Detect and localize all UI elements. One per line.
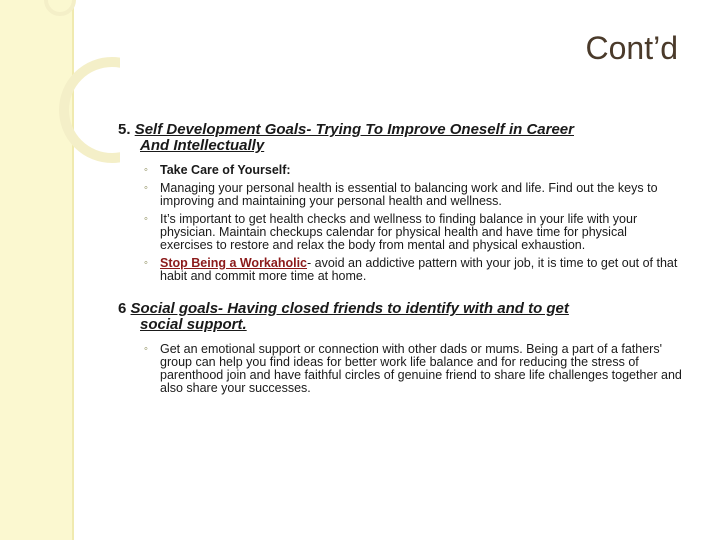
bullet-text: Get an emotional support or connection with other dads or mums. Being a part of a fathers' group can help you find ideas for better work life balance and for reducing the stress of parenthood join and have faithful circles of genuine friend to share life challenges together and also share your successes.	[160, 342, 682, 395]
bullet-text: - avoid an addictive pattern with your job, it is time to get out of that habit and commit more time at home.	[160, 256, 678, 283]
list-item	[144, 213, 683, 252]
bullet-icon: ◦	[144, 164, 148, 176]
slide-title: Cont’d	[585, 30, 678, 66]
bullet-text: Managing your personal health is essential to balancing work and life. Find out the keys to improving and maintaining your personal health and wellness.	[160, 181, 658, 208]
decorative-rings	[0, 0, 120, 180]
section-6-bullets	[118, 343, 683, 395]
list-item	[144, 343, 683, 395]
section-heading-5	[118, 122, 683, 154]
bullet-icon: ◦	[144, 213, 148, 225]
bullet-icon: ◦	[144, 257, 148, 269]
large-ring	[64, 62, 120, 158]
list-item	[144, 257, 683, 283]
section-heading-line1: Self Development Goals- Trying To Improve Oneself in Career	[134, 121, 574, 138]
section-heading-line2: social support.	[140, 316, 247, 333]
bullet-icon: ◦	[144, 343, 148, 355]
section-heading-6	[118, 301, 683, 333]
workaholic-link[interactable]: Stop Being a Workaholic	[160, 256, 308, 270]
section-heading-line2: And Intellectually	[140, 137, 265, 154]
section-number: 6	[118, 300, 127, 317]
section-number: 5.	[118, 121, 131, 138]
section-5-bullets	[118, 164, 683, 283]
bullet-text: Take Care of Yourself:	[160, 163, 291, 177]
list-item	[144, 182, 683, 208]
section-heading-line1: Social goals- Having closed friends to identify with and to get	[130, 300, 569, 317]
slide-content	[118, 122, 683, 400]
list-item	[144, 164, 683, 177]
bullet-text: It’s important to get health checks and wellness to finding balance in your life with your physician. Maintain checkups calendar for physical health and have time for physical exercises to restore and relax the body from mental and physical exhaustion.	[160, 212, 638, 252]
bullet-icon: ◦	[144, 182, 148, 194]
small-ring	[46, 0, 74, 14]
